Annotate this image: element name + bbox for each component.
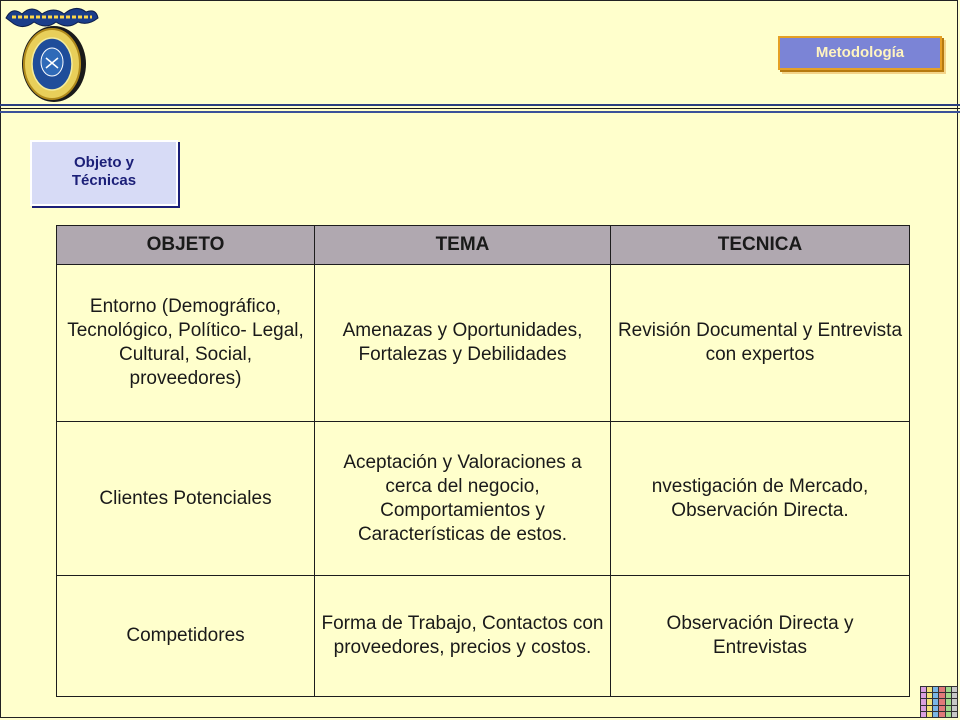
cell-objeto: Entorno (Demográfico, Tecnológico, Político- Legal, Cultural, Social, proveedores) <box>57 265 315 422</box>
header-objeto: OBJETO <box>57 226 315 265</box>
metodologia-button[interactable]: Metodología <box>778 36 942 70</box>
cell-objeto: Competidores <box>57 576 315 697</box>
button-label-line2: Técnicas <box>71 172 137 189</box>
button-label-line1: Objeto y <box>73 154 134 171</box>
cell-tecnica: nvestigación de Mercado, Observación Directa. <box>611 422 910 576</box>
header-tema: TEMA <box>315 226 611 265</box>
cell-tema: Aceptación y Valoraciones a cerca del negocio, Comportamientos y Características de estos. <box>315 422 611 576</box>
cell-tecnica: Revisión Documental y Entrevista con expertos <box>611 265 910 422</box>
slide-grid-icon[interactable] <box>920 686 958 718</box>
table-row <box>57 576 910 697</box>
cell-tema: Forma de Trabajo, Contactos con proveedores, precios y costos. <box>315 576 611 697</box>
cell-tema: Amenazas y Oportunidades, Fortalezas y Debilidades <box>315 265 611 422</box>
table-row <box>57 265 910 422</box>
methodology-table <box>56 225 910 697</box>
cell-objeto: Clientes Potenciales <box>57 422 315 576</box>
cell-tecnica: Observación Directa y Entrevistas <box>611 576 910 697</box>
table-row <box>57 422 910 576</box>
table-header-row <box>57 226 910 265</box>
objeto-tecnicas-button[interactable] <box>30 140 178 206</box>
header-tecnica: TECNICA <box>611 226 910 265</box>
university-seal-logo-icon <box>2 2 102 104</box>
header-divider <box>0 104 960 114</box>
